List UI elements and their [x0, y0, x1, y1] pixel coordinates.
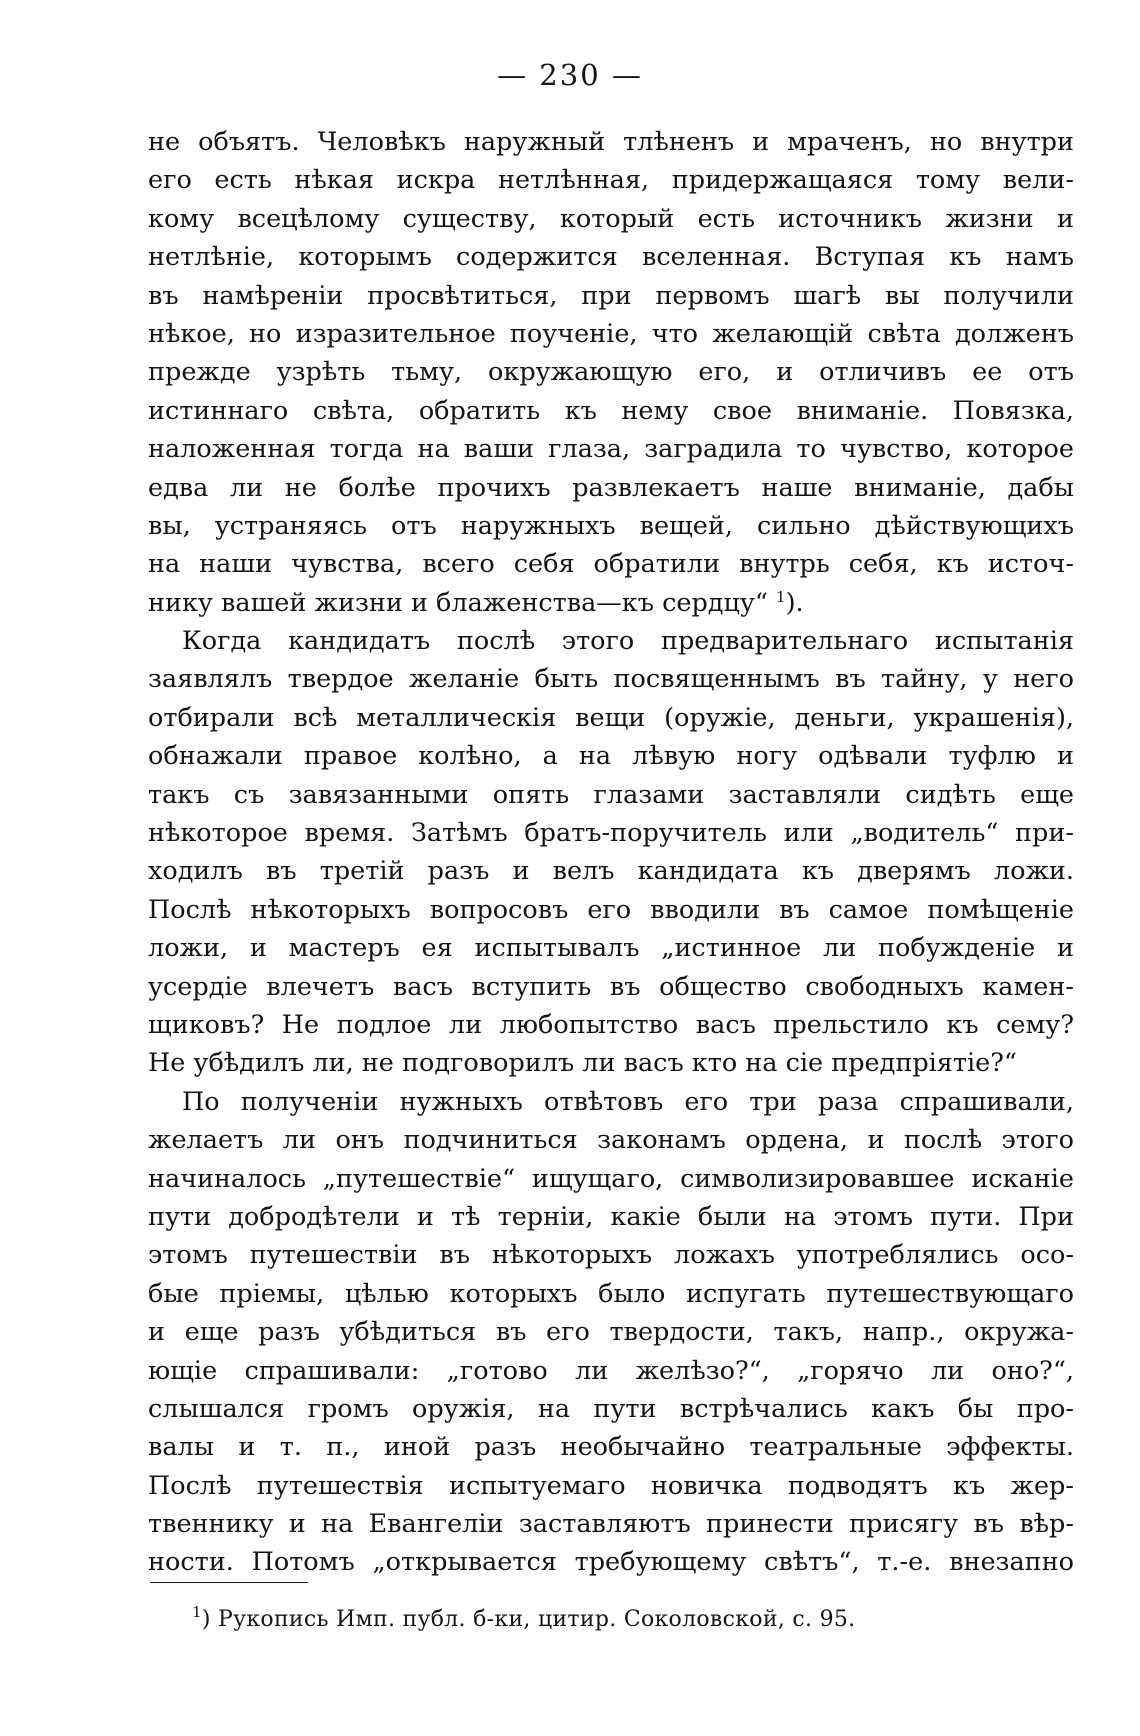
text-line: начиналось „путешествіе“ ищущаго, символизировавшее исканіе: [148, 1163, 1074, 1194]
text-line: Послѣ нѣкоторыхъ вопросовъ его вводили въ самое помѣщеніе: [148, 894, 1074, 925]
text-line: пути добродѣтели и тѣ терніи, какіе были на этомъ пути. При: [148, 1201, 1074, 1232]
text-line: ности. Потомъ „открывается требующему свѣтъ“, т.-е. внезапно: [148, 1547, 1074, 1578]
text-line: ющіе спрашивали: „готово ли желѣзо?“, „горячо ли оно?“,: [148, 1355, 1074, 1386]
text-line: его есть нѣкая искра нетлѣнная, придержащаяся тому вели-: [148, 165, 1074, 196]
text-line: на наши чувства, всего себя обратили внутрь себя, къ источ-: [148, 549, 1074, 580]
text-line: нетлѣніе, которымъ содержится вселенная. Вступая къ намъ: [148, 242, 1074, 273]
text-line: [148, 584, 1074, 622]
paragraph-start-line: По полученіи нужныхъ отвѣтовъ его три раза спрашивали,: [182, 1086, 1074, 1117]
text-line: прежде узрѣть тьму, окружающую его, и отличивъ ее отъ: [148, 357, 1074, 388]
text-line: валы и т. п., иной разъ необычайно театральные эффекты.: [148, 1432, 1074, 1463]
footnote-marker: 1: [192, 1603, 202, 1621]
text-line: нѣкое, но изразительное поученіе, что желающій свѣта долженъ: [148, 318, 1074, 349]
text-line: вы, устраняясь отъ наружныхъ вещей, сильно дѣйствующихъ: [148, 510, 1074, 541]
text-line: ходилъ въ третій разъ и велъ кандидата къ дверямъ ложи.: [148, 856, 1074, 887]
text-line: едва ли не болѣе прочихъ развлекаетъ наше вниманіе, дабы: [148, 472, 1074, 503]
footnote: [192, 1605, 855, 1635]
footnote-divider: [150, 1582, 308, 1583]
text-line: щиковъ? Не подлое ли любопытство васъ прельстило къ сему?: [148, 1009, 1074, 1040]
text-line: Послѣ путешествія испытуемаго новичка подводятъ къ жер-: [148, 1470, 1074, 1501]
text-line: заявлялъ твердое желаніе быть посвященнымъ въ тайну, у него: [148, 664, 1074, 695]
footnote-text: ) Рукопись Имп. публ. б-ки, цитир. Соколовской, с. 95.: [201, 1607, 856, 1632]
text-line: слышался громъ оружія, на пути встрѣчались какъ бы про-: [148, 1393, 1074, 1424]
body-text: [148, 123, 1074, 1582]
text-line: истиннаго свѣта, обратить къ нему свое вниманіе. Повязка,: [148, 395, 1074, 426]
text-line: этомъ путешествіи въ нѣкоторыхъ ложахъ употреблялись осо-: [148, 1240, 1074, 1271]
text-line: твеннику и на Евангеліи заставляютъ принести присягу въ вѣр-: [148, 1509, 1074, 1540]
text-line: не объятъ. Человѣкъ наружный тлѣненъ и мраченъ, но внутри: [148, 127, 1074, 157]
text-line: обнажали правое колѣно, а на лѣвую ногу одѣвали туфлю и: [148, 741, 1074, 772]
text-line: такъ съ завязанными опять глазами заставляли сидѣть еще: [148, 779, 1074, 810]
text-line: нѣкоторое время. Затѣмъ братъ-поручитель или „водитель“ при-: [148, 818, 1074, 849]
text-line: отбирали всѣ металлическія вещи (оружіе, деньги, украшенія),: [148, 702, 1074, 733]
text-line-tail: ).: [785, 587, 804, 618]
text-line: наложенная тогда на ваши глаза, заградила то чувство, которое: [148, 434, 1074, 465]
footnote-reference: 1: [776, 587, 786, 606]
text-line: ложи, и мастеръ ея испытывалъ „истинное ли побужденіе и: [148, 933, 1074, 964]
page-number: — 230 —: [497, 58, 643, 92]
text-line: желаетъ ли онъ подчиниться законамъ ордена, и послѣ этого: [148, 1125, 1074, 1156]
paragraph-start-line: Когда кандидатъ послѣ этого предварительнаго испытанія: [182, 626, 1074, 657]
text-line: Не убѣдилъ ли, не подговорилъ ли васъ кто на сіе предпріятіе?“: [148, 1048, 1017, 1079]
text-line: кому всецѣлому существу, который есть источникъ жизни и: [148, 203, 1074, 234]
text-line-content: нику вашей жизни и блаженства—къ сердцу“: [148, 587, 768, 618]
text-line: бые пріемы, цѣлью которыхъ было испугать путешествующаго: [148, 1278, 1074, 1309]
text-line: и еще разъ убѣдиться въ его твердости, такъ, напр., окружа-: [148, 1317, 1074, 1348]
text-line: усердіе влечетъ васъ вступить въ общество свободныхъ камен-: [148, 971, 1074, 1002]
text-line: въ намѣреніи просвѣтиться, при первомъ шагѣ вы получили: [148, 280, 1074, 311]
